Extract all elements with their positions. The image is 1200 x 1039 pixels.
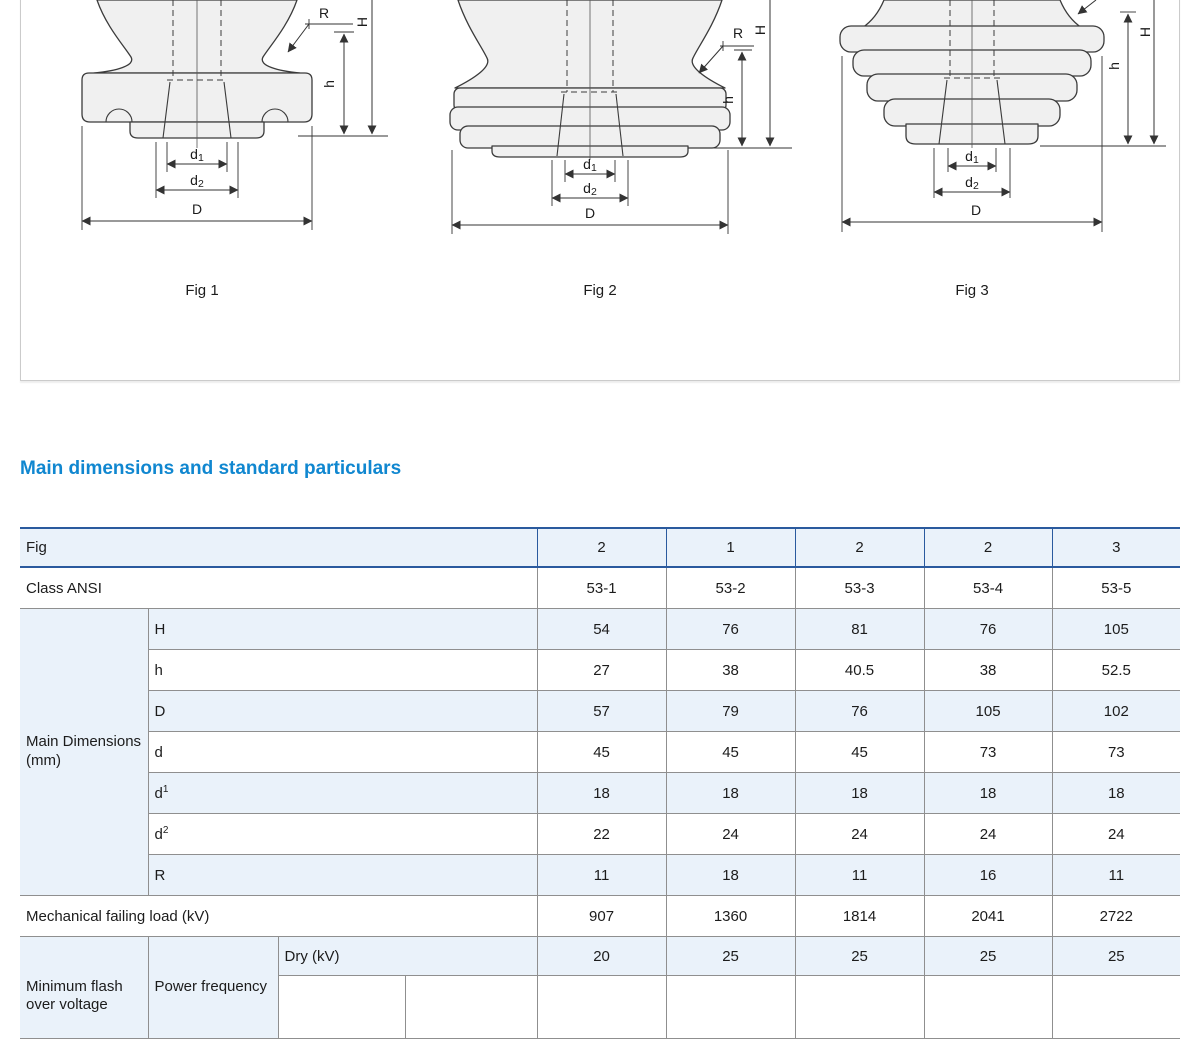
table-cell: 25: [924, 937, 1052, 976]
table-cell: 57: [537, 691, 666, 732]
table-cell: 18: [1052, 773, 1180, 814]
row-label: $d^1$: [148, 773, 537, 814]
table-cell: 76: [666, 609, 795, 650]
fig2-drawing: [450, 0, 792, 234]
table-row-mechanical-load: [20, 896, 1180, 937]
row-label: Class ANSI: [20, 567, 537, 609]
table-cell: 22: [537, 814, 666, 855]
specifications-table: [20, 527, 1180, 1039]
fig2-d2-label: d2: [583, 180, 597, 198]
table-cell: 76: [924, 609, 1052, 650]
table-cell: 24: [1052, 814, 1180, 855]
table-cell: 907: [537, 896, 666, 937]
table-cell: 18: [795, 773, 924, 814]
dimension-group-label: Main Dimensions (mm): [20, 609, 148, 896]
fig1-d2-label: d2: [190, 172, 204, 190]
row-label: D: [148, 691, 537, 732]
fig3-drawing: [840, 0, 1166, 232]
table-cell: 18: [666, 773, 795, 814]
table-cell: [148, 937, 278, 976]
table-cell: 73: [1052, 732, 1180, 773]
table-cell: 105: [1052, 609, 1180, 650]
fig2-d1-label: d1: [583, 156, 597, 174]
fig2-caption: Fig 2: [583, 282, 617, 299]
fig3-h-label: h: [1106, 62, 1122, 70]
fig2-R-label: R: [732, 25, 744, 41]
row-label: Power frequency: [148, 976, 278, 1039]
table-cell: 20: [537, 937, 666, 976]
table-cell: 18: [537, 773, 666, 814]
table-cell: 24: [924, 814, 1052, 855]
table-row-d1: [20, 773, 1180, 814]
fig2-H-label: H: [752, 24, 768, 36]
fig3-D-label: D: [970, 202, 982, 218]
table-cell: 38: [666, 650, 795, 691]
row-label: H: [148, 609, 537, 650]
table-cell: 2: [924, 528, 1052, 567]
table-row-D: [20, 691, 1180, 732]
row-label: $d^2$: [148, 814, 537, 855]
table-cell: 3: [1052, 528, 1180, 567]
table-cell: 25: [795, 937, 924, 976]
table-cell: 53-1: [537, 567, 666, 609]
table-cell: 25: [1052, 937, 1180, 976]
table-row-R: [20, 855, 1180, 896]
table-row-dry: [20, 937, 1180, 976]
table-cell: 1: [666, 528, 795, 567]
drawing-panel: [20, 0, 1180, 381]
table-cell: 2041: [924, 896, 1052, 937]
table-cell: 53-5: [1052, 567, 1180, 609]
table-cell: 11: [795, 855, 924, 896]
fig1-R-label: R: [318, 5, 330, 21]
row-label: Dry (kV): [278, 937, 537, 976]
fig3-d1-label: d1: [965, 148, 979, 166]
fig2-insulator-outline: [450, 0, 730, 160]
fig2-h-label: h: [720, 96, 736, 104]
table-row-H: [20, 609, 1180, 650]
table-row-fig: [20, 528, 1180, 567]
table-cell: 81: [795, 609, 924, 650]
table-cell: 38: [924, 650, 1052, 691]
table-row-d: [20, 732, 1180, 773]
fig1-drawing: [82, 0, 388, 230]
fig1-insulator-outline: [82, 0, 312, 148]
row-label: R: [148, 855, 537, 896]
row-label: d: [148, 732, 537, 773]
table-cell: 53-3: [795, 567, 924, 609]
table-cell: 45: [795, 732, 924, 773]
table-cell: 18: [666, 855, 795, 896]
table-cell: 1814: [795, 896, 924, 937]
table-cell: 2: [795, 528, 924, 567]
row-label: Fig: [20, 528, 537, 567]
table-row-h: [20, 650, 1180, 691]
fig1-H-label: H: [354, 16, 370, 28]
table-cell: 18: [924, 773, 1052, 814]
table-cell: 2722: [1052, 896, 1180, 937]
table-cell: 79: [666, 691, 795, 732]
fig3-d2-label: d2: [965, 174, 979, 192]
table-cell: 105: [924, 691, 1052, 732]
row-label: Mechanical failing load (kV): [20, 896, 537, 937]
fig3-insulator-outline: [840, 0, 1104, 148]
fig1-D-label: D: [191, 201, 203, 217]
fig3-caption: Fig 3: [955, 282, 989, 299]
table-cell: 45: [537, 732, 666, 773]
table-cell: 53-2: [666, 567, 795, 609]
table-cell: 27: [537, 650, 666, 691]
table-cell: 76: [795, 691, 924, 732]
table-cell: 53-4: [924, 567, 1052, 609]
section-heading: Main dimensions and standard particulars: [20, 458, 402, 479]
table-cell: 25: [666, 937, 795, 976]
fig3-H-label: H: [1137, 26, 1153, 38]
table-cell: 2: [537, 528, 666, 567]
table-row-class-ansi: [20, 567, 1180, 609]
row-label: h: [148, 650, 537, 691]
table-cell: 40.5: [795, 650, 924, 691]
table-cell: 24: [795, 814, 924, 855]
table-cell: 11: [537, 855, 666, 896]
table-cell: 16: [924, 855, 1052, 896]
insulator-drawings: [21, 0, 1179, 252]
table-cell: 1360: [666, 896, 795, 937]
fig1-caption: Fig 1: [185, 282, 219, 299]
table-cell: [20, 937, 148, 976]
fig1-d1-label: d1: [190, 146, 204, 164]
table-cell: 54: [537, 609, 666, 650]
row-label: Minimum flash over voltage: [20, 976, 148, 1039]
fig2-D-label: D: [584, 205, 596, 221]
table-cell: 52.5: [1052, 650, 1180, 691]
table-row-d2: [20, 814, 1180, 855]
fig1-h-label: h: [321, 80, 337, 88]
table-cell: 45: [666, 732, 795, 773]
table-cell: 73: [924, 732, 1052, 773]
table-cell: 102: [1052, 691, 1180, 732]
table-cell: 24: [666, 814, 795, 855]
table-cell: 11: [1052, 855, 1180, 896]
